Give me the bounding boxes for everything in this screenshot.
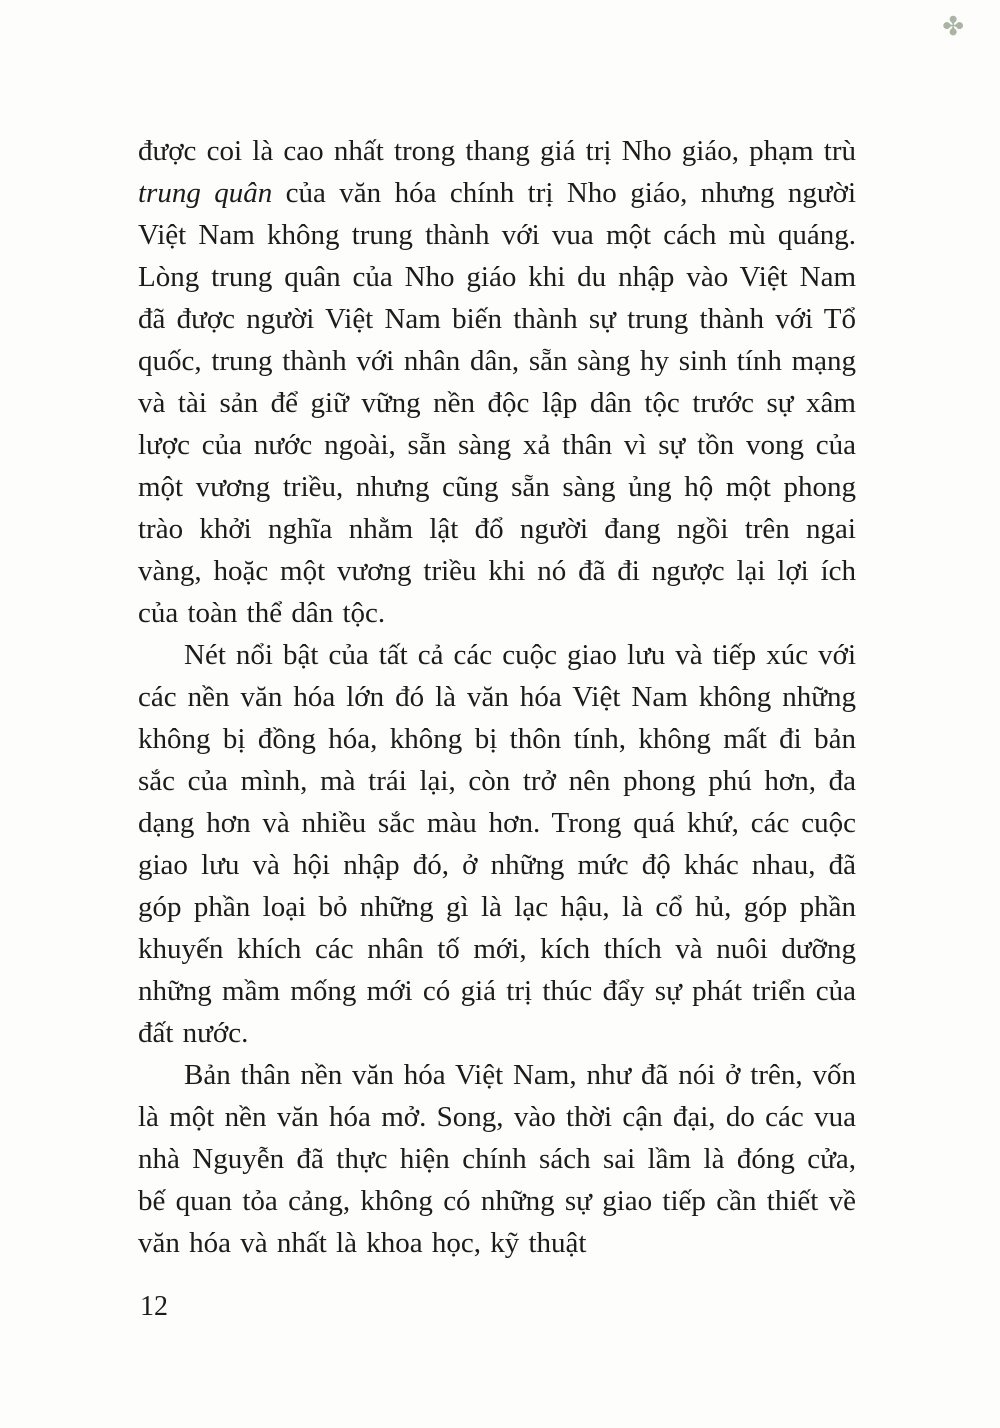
- paragraph: [138, 634, 856, 1054]
- text-segment: được coi là cao nhất trong thang giá trị Nho giáo, phạm trù: [138, 135, 856, 167]
- text-segment: Nét nổi bật của tất cả các cuộc giao lưu và tiếp xúc với các nền văn hóa lớn đó là văn hóa Việt Nam không những không bị đồng hóa, không bị thôn tính, không mất đi bản sắc của mình, mà trái lại, còn trở nên phong phú hơn, đa dạng hơn và nhiều sắc màu hơn. Trong quá khứ, các cuộc giao lưu và hội nhập đó, ở những mức độ khác nhau, đã góp phần loại bỏ những gì là lạc hậu, là cổ hủ, góp phần khuyến khích các nhân tố mới, kích thích và nuôi dưỡng những mầm mống mới có giá trị thúc đẩy sự phát triển của đất nước.: [138, 639, 856, 1049]
- paragraph: [138, 130, 856, 634]
- text-segment: Bản thân nền văn hóa Việt Nam, như đã nói ở trên, vốn là một nền văn hóa mở. Song, vào thời cận đại, do các vua nhà Nguyễn đã thực hiện chính sách sai lầm là đóng cửa, bế quan tỏa cảng, không có những sự giao tiếp cần thiết về văn hóa và nhất là khoa học, kỹ thuật: [138, 1059, 856, 1259]
- italic-term: trung quân: [138, 177, 273, 209]
- text-segment: của văn hóa chính trị Nho giáo, nhưng người Việt Nam không trung thành với vua một cách mù quáng. Lòng trung quân của Nho giáo khi du nhập vào Việt Nam đã được người Việt Nam biến thành sự trung thành với Tổ quốc, trung thành với nhân dân, sẵn sàng hy sinh tính mạng và tài sản để giữ vững nền độc lập dân tộc trước sự xâm lược của nước ngoài, sẵn sàng xả thân vì sự tồn vong của một vương triều, nhưng cũng sẵn sàng ủng hộ một phong trào khởi nghĩa nhằm lật đổ người đang ngồi trên ngai vàng, hoặc một vương triều khi nó đã đi ngược lại lợi ích của toàn thể dân tộc.: [138, 177, 857, 629]
- text-block: [138, 130, 856, 1264]
- paragraph: [138, 1054, 856, 1264]
- page-number: 12: [140, 1291, 168, 1322]
- flower-ornament-icon: ✤: [942, 12, 964, 41]
